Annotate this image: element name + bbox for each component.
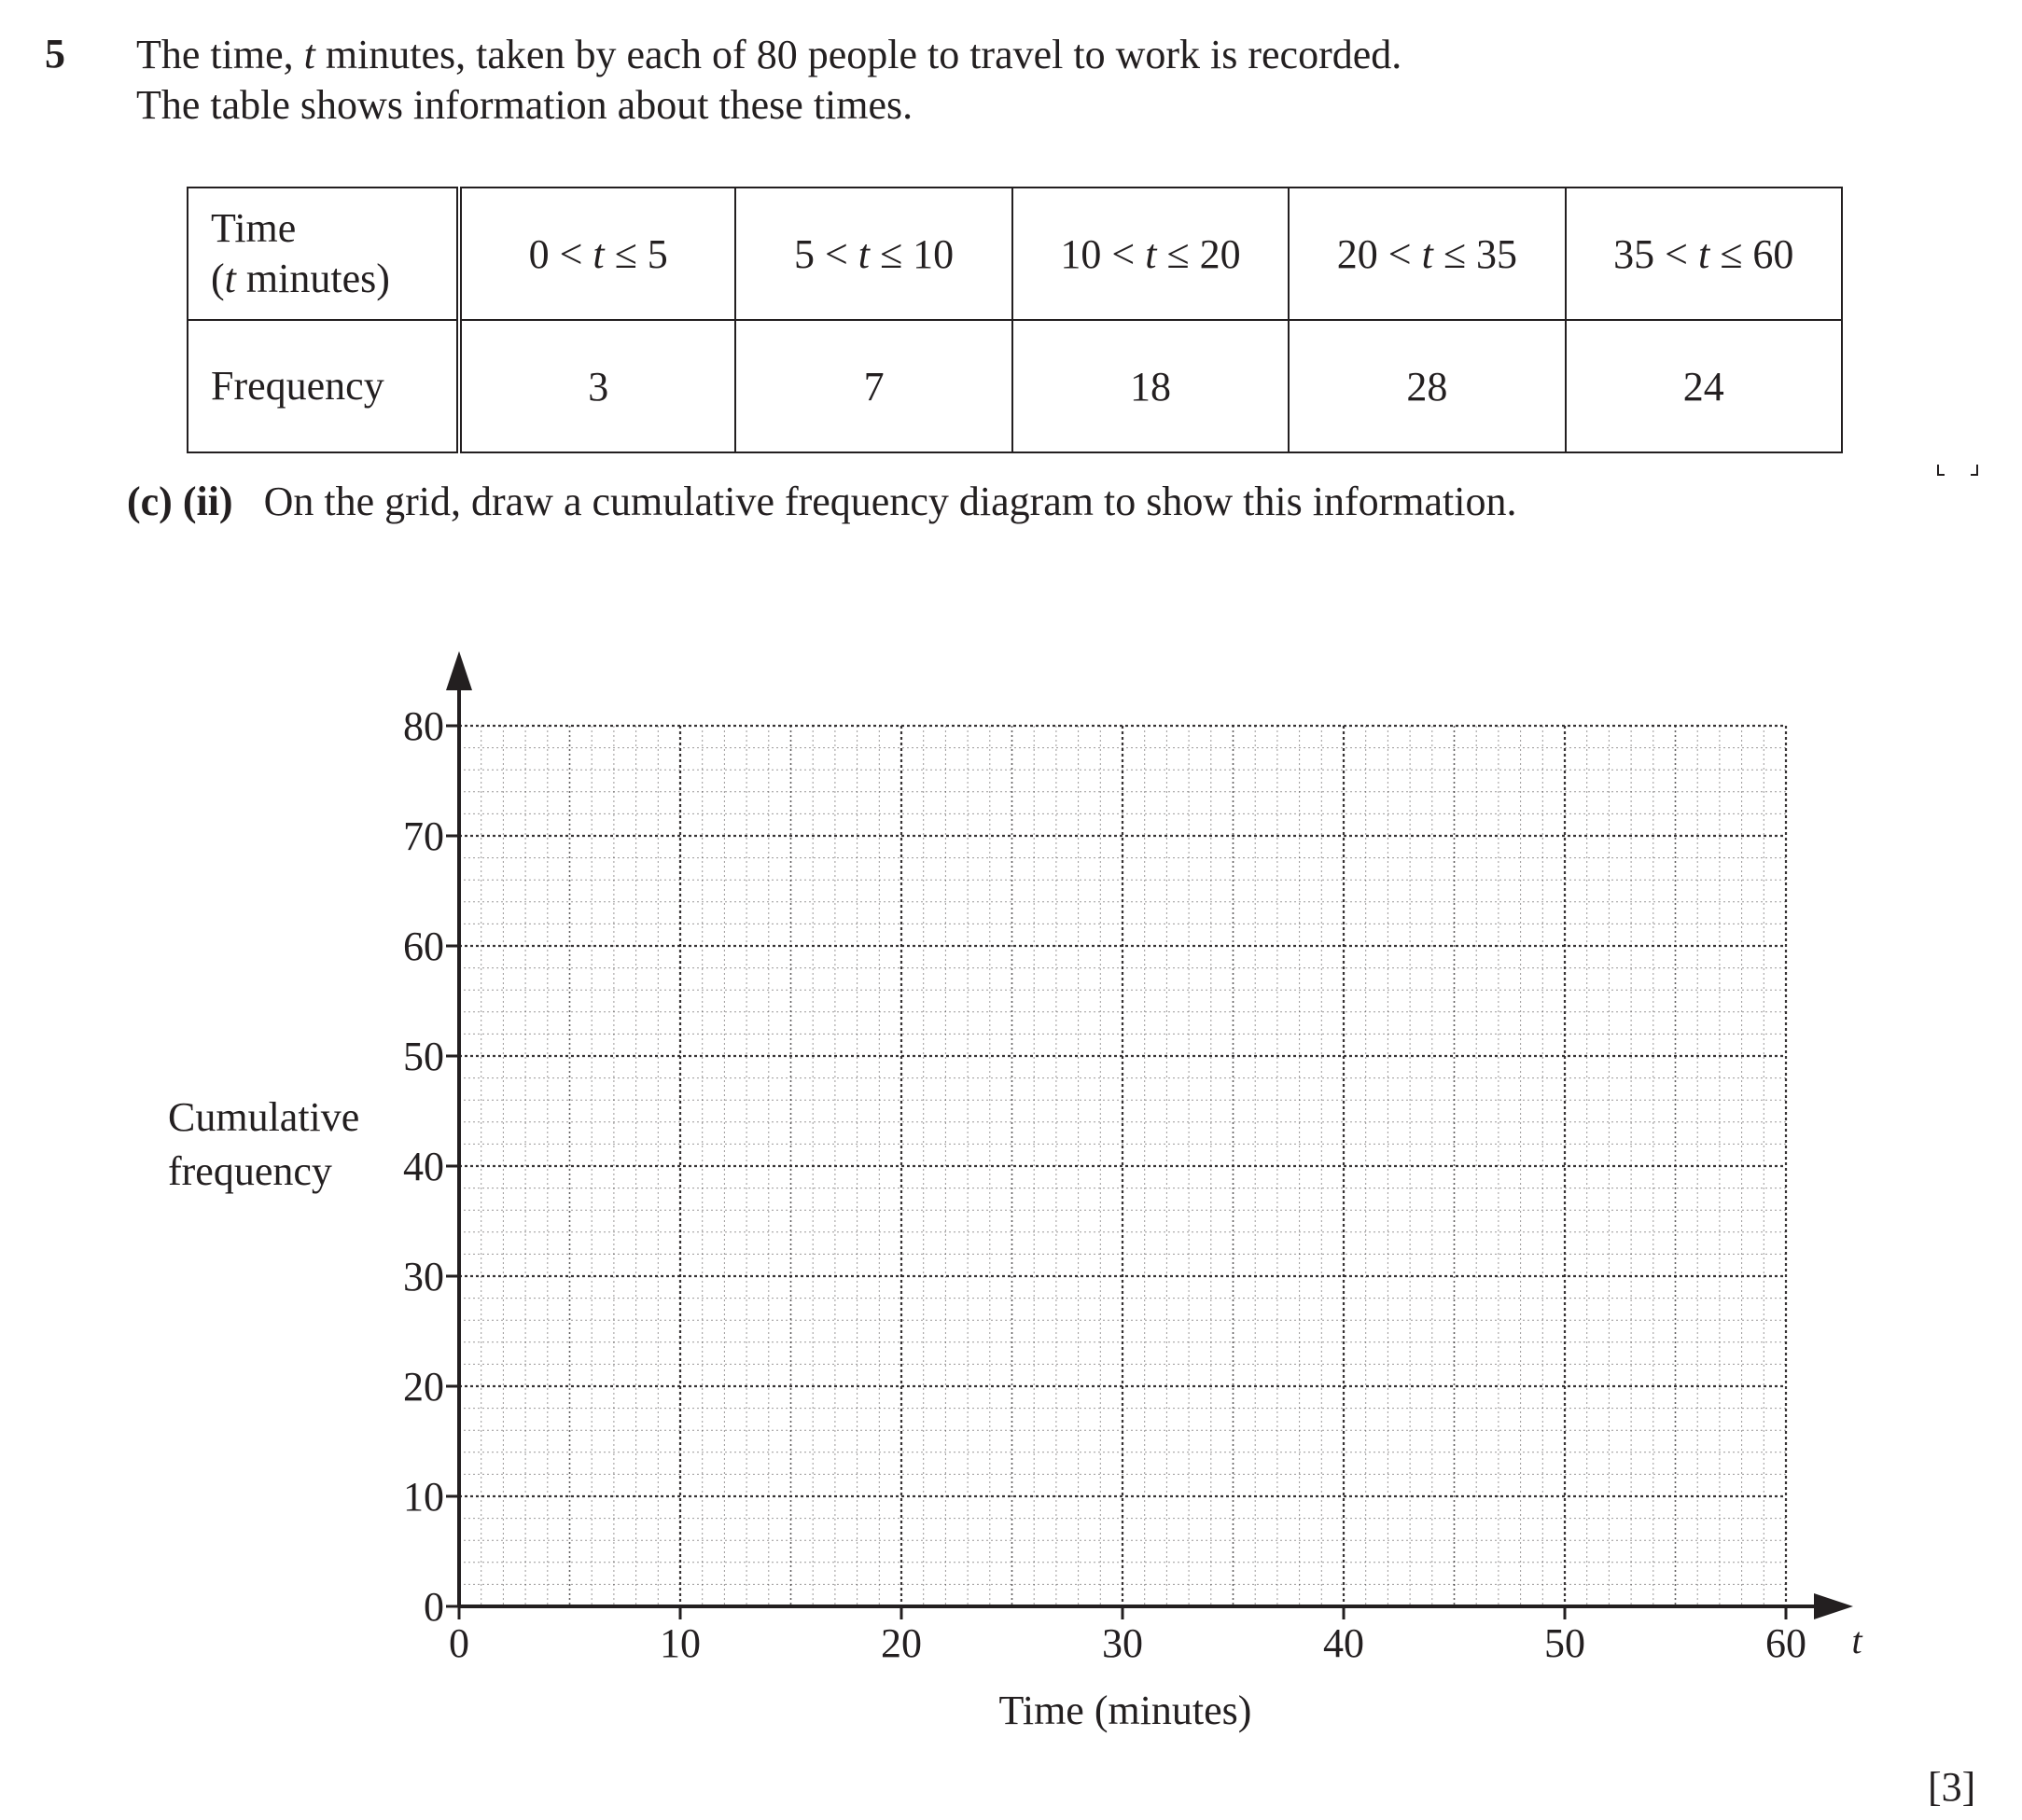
interval-cell: 20 < t ≤ 35 (1289, 188, 1565, 320)
interval-cell: 0 < t ≤ 5 (459, 188, 735, 320)
intro-line-1: The time, t minutes, taken by each of 80 people to travel to work is recorded. (136, 32, 1402, 77)
x-axis-arrow (1814, 1593, 1853, 1619)
interval-cell: 35 < t ≤ 60 (1566, 188, 1842, 320)
y-axis-arrow (446, 651, 472, 690)
x-tick-label: 20 (881, 1620, 922, 1666)
interval-cell: 10 < t ≤ 20 (1012, 188, 1289, 320)
x-axis-label: Time (minutes) (998, 1688, 1252, 1733)
interval-cell: 5 < t ≤ 10 (735, 188, 1011, 320)
y-axis-label-line-1: Cumulative (168, 1094, 360, 1140)
y-tick-label: 50 (403, 1034, 444, 1079)
y-axis-label-line-2: frequency (168, 1148, 332, 1194)
y-tick-label: 70 (403, 813, 444, 859)
marks: [3] (1928, 1764, 1976, 1810)
y-tick-label: 30 (403, 1254, 444, 1299)
y-tick-label: 10 (403, 1474, 444, 1520)
y-tick-label: 80 (403, 703, 444, 749)
x-tick-label: 30 (1102, 1620, 1143, 1666)
x-tick-label: 40 (1323, 1620, 1364, 1666)
time-header: Time (t minutes) (188, 188, 459, 320)
frequency-cell: 7 (735, 320, 1011, 452)
x-tick-label: 10 (660, 1620, 701, 1666)
question-number: 5 (45, 31, 65, 76)
frequency-header: Frequency (188, 320, 459, 452)
y-tick-label: 20 (403, 1364, 444, 1410)
y-tick-label: 60 (403, 924, 444, 969)
x-tick-label: 60 (1765, 1620, 1806, 1666)
x-axis-variable: t (1851, 1619, 1862, 1661)
y-tick-label: 0 (424, 1584, 444, 1630)
x-tick-label: 50 (1544, 1620, 1585, 1666)
y-tick-label: 40 (403, 1144, 444, 1189)
frequency-cell: 18 (1012, 320, 1289, 452)
frequency-cell: 3 (459, 320, 735, 452)
frequency-cell: 24 (1566, 320, 1842, 452)
grid-lines (459, 726, 1786, 1606)
intro-line-2: The table shows information about these times. (136, 82, 913, 128)
part-label: (c) (ii) (127, 479, 233, 524)
x-tick-label: 0 (449, 1620, 469, 1666)
part-instruction: On the grid, draw a cumulative frequency diagram to show this information. (263, 479, 1517, 524)
frequency-cell: 28 (1289, 320, 1565, 452)
